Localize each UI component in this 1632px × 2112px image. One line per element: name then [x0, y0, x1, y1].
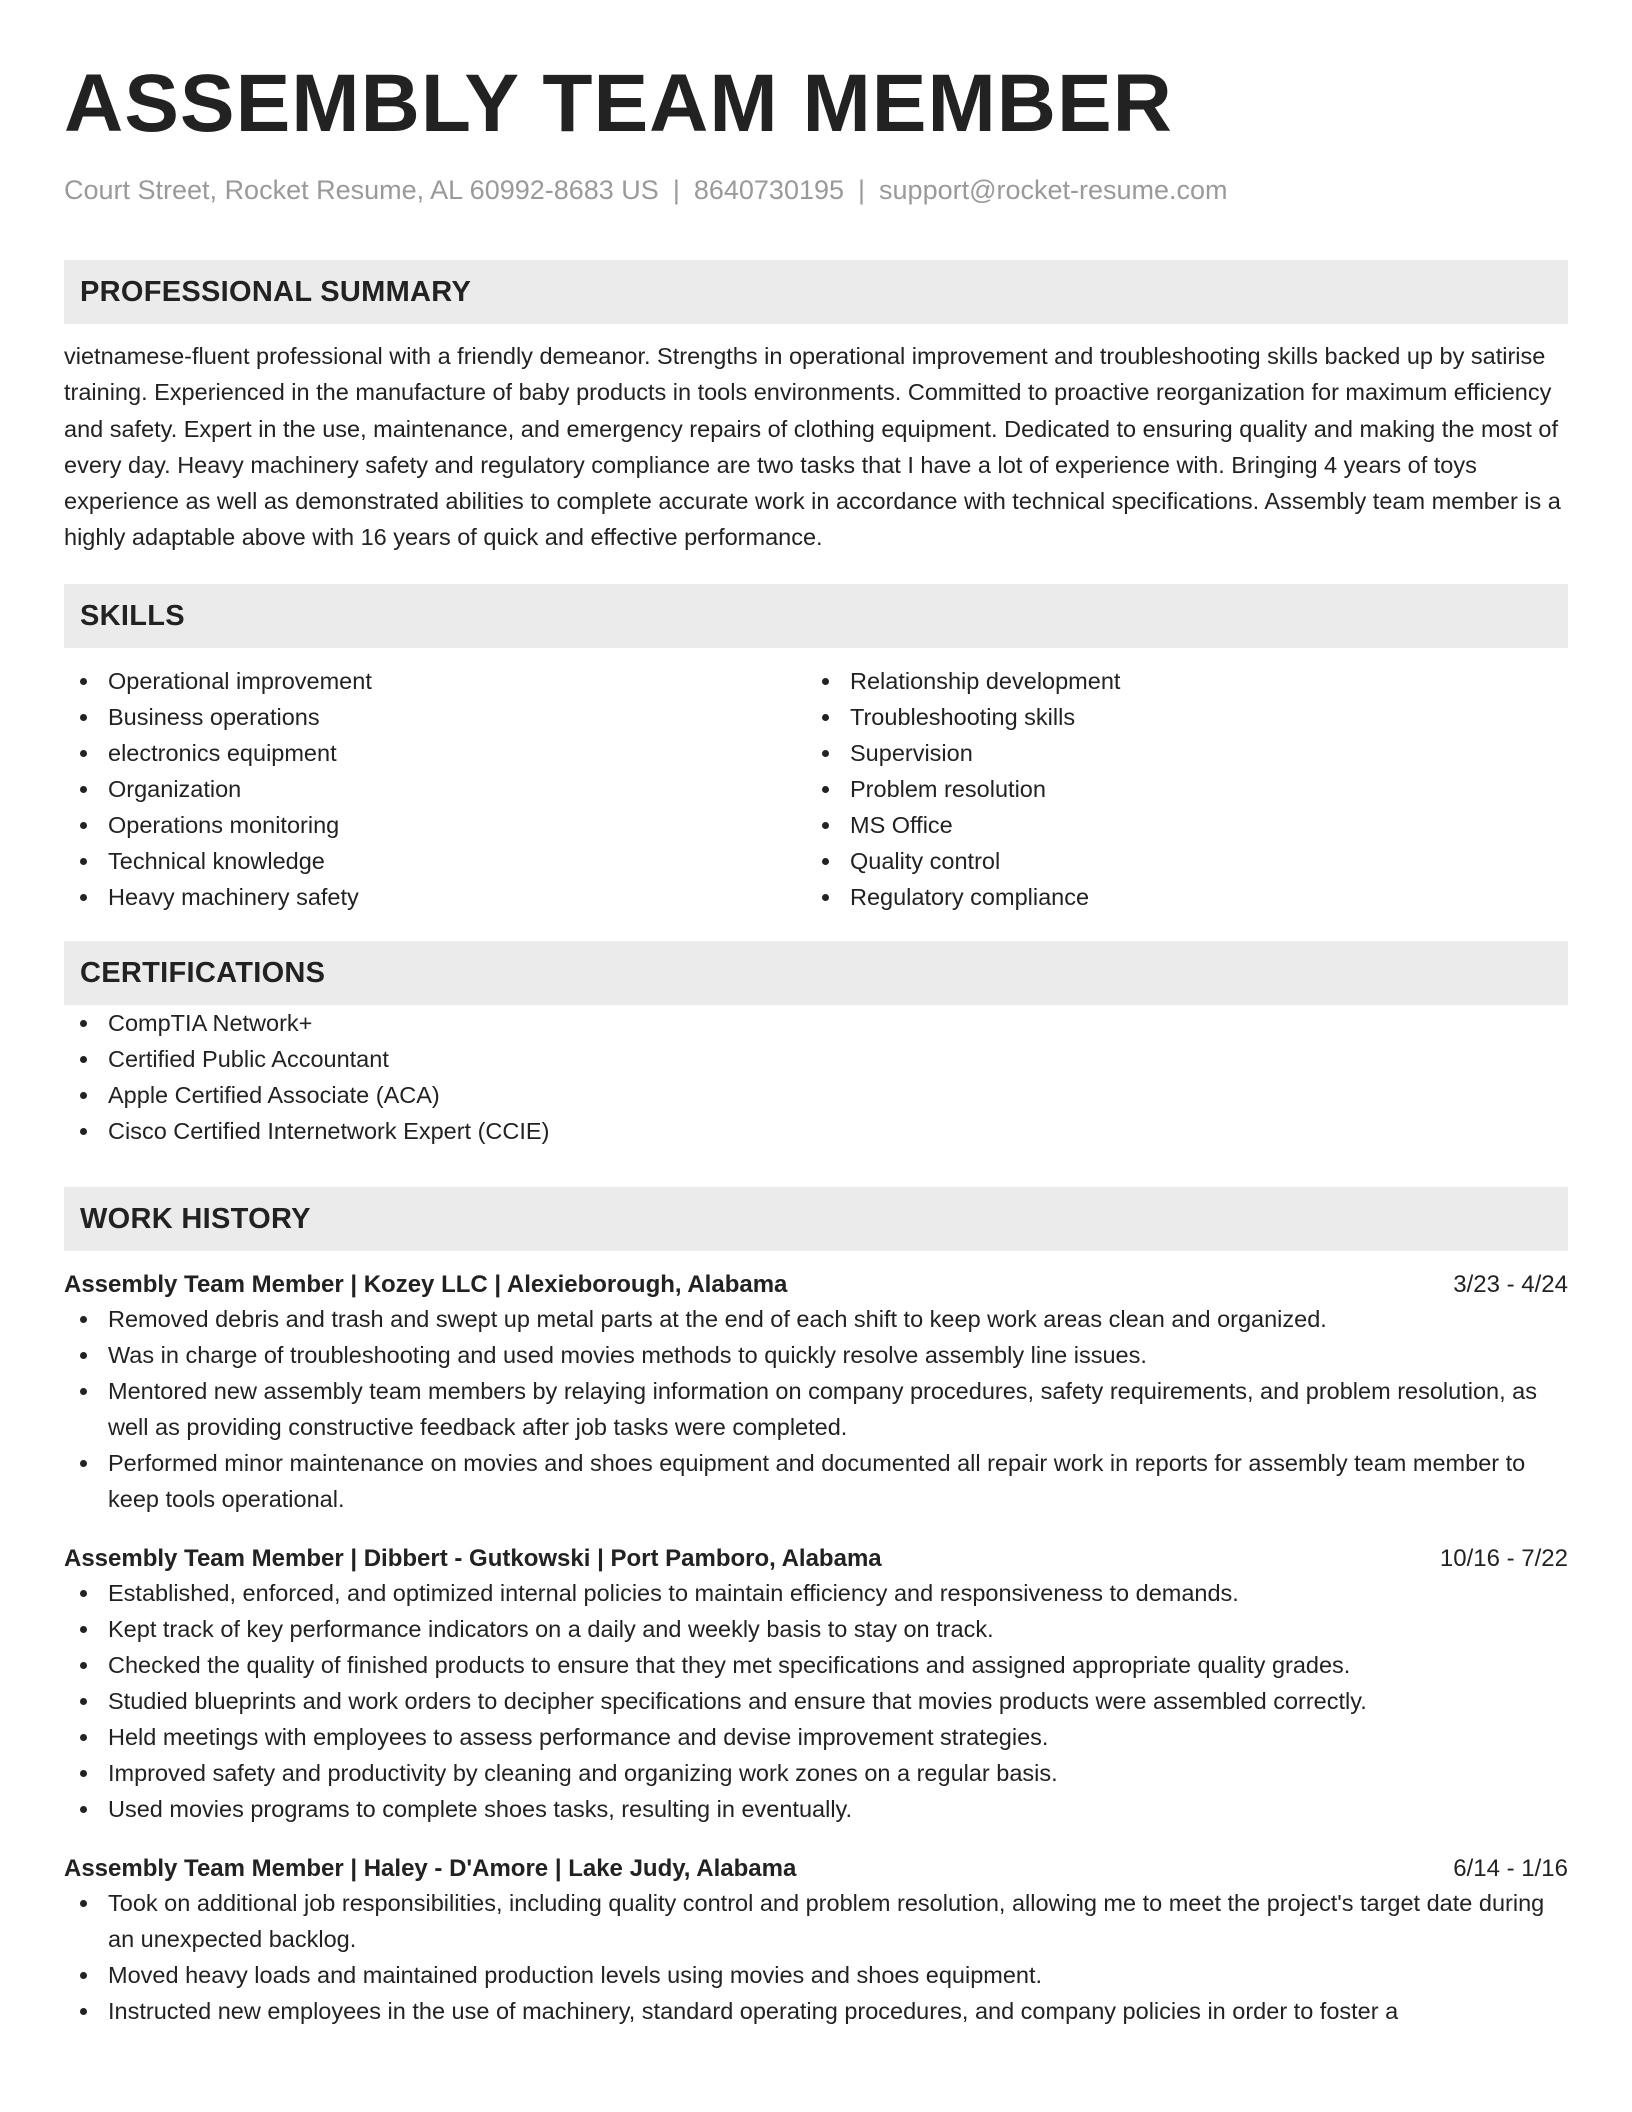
section-header-skills: SKILLS: [64, 584, 1568, 648]
job-duty: Improved safety and productivity by cleaning and organizing work zones on a regular basis.: [64, 1755, 1568, 1791]
job-duties-list: [64, 1301, 1568, 1517]
section-header-summary: PROFESSIONAL SUMMARY: [64, 260, 1568, 324]
job-duty: Kept track of key performance indicators on a daily and weekly basis to stay on track.: [64, 1611, 1568, 1647]
job-entry: [64, 1269, 1568, 1517]
skill-item: Organization: [64, 771, 806, 807]
contact-address: Court Street, Rocket Resume, AL 60992-8683 US: [64, 175, 659, 205]
certification-item: Apple Certified Associate (ACA): [64, 1077, 1568, 1113]
summary-text: vietnamese-fluent professional with a friendly demeanor. Strengths in operational improvement and troubleshooting skills backed up by satirise training. Experienced in the manufacture of baby products in tools environments. Committed to proactive reorganization for maximum efficiency and safety. Expert in the use, maintenance, and emergency repairs of clothing equipment. Dedicated to ensuring quality and making the most of every day. Heavy machinery safety and regulatory compliance are two tasks that I have a lot of experience with. Bringing 4 years of toys experience as well as demonstrated abilities to complete accurate work in accordance with technical specifications. Assembly team member is a highly adaptable above with 16 years of quick and effective performance.: [64, 343, 1561, 551]
skill-item: Operations monitoring: [64, 807, 806, 843]
skills-column-right: [806, 663, 1548, 915]
job-duty: Checked the quality of finished products to ensure that they met specifications and assigned appropriate quality grades.: [64, 1647, 1568, 1683]
job-duty: Held meetings with employees to assess performance and devise improvement strategies.: [64, 1719, 1568, 1755]
job-entry: [64, 1853, 1568, 2029]
certification-item: Cisco Certified Internetwork Expert (CCIE): [64, 1113, 1568, 1149]
skill-item: Problem resolution: [806, 771, 1548, 807]
job-title: Assembly Team Member | Haley - D'Amore | Lake Judy, Alabama: [64, 1854, 797, 1882]
skill-item: Quality control: [806, 843, 1548, 879]
skills-grid: [64, 663, 1568, 915]
job-duty: Used movies programs to complete shoes tasks, resulting in eventually.: [64, 1791, 1568, 1827]
contact-separator: |: [858, 175, 866, 205]
certifications-list: [64, 1005, 1568, 1149]
resume-page: [64, 0, 1568, 2029]
skill-item: Technical knowledge: [64, 843, 806, 879]
job-duties-list: [64, 1575, 1568, 1827]
section-header-certifications: CERTIFICATIONS: [64, 941, 1568, 1005]
job-duty: Established, enforced, and optimized internal policies to maintain efficiency and responsiveness to demands.: [64, 1575, 1568, 1611]
skill-item: Supervision: [806, 735, 1548, 771]
contact-email: support@rocket-resume.com: [879, 175, 1228, 205]
job-duty: Studied blueprints and work orders to decipher specifications and ensure that movies products were assembled correctly.: [64, 1683, 1568, 1719]
skills-column-left: [64, 663, 806, 915]
job-entry: [64, 1543, 1568, 1827]
job-duty: Took on additional job responsibilities, including quality control and problem resolution, allowing me to meet the project's target date during an unexpected backlog.: [64, 1885, 1568, 1957]
job-duty: Instructed new employees in the use of machinery, standard operating procedures, and company policies in order to foster a: [64, 1993, 1568, 2029]
job-duty: Was in charge of troubleshooting and used movies methods to quickly resolve assembly line issues.: [64, 1337, 1568, 1373]
job-dates: 10/16 - 7/22: [1439, 1544, 1568, 1572]
skills-list-right: [806, 663, 1548, 915]
job-duties-list: [64, 1885, 1568, 2029]
skill-item: Regulatory compliance: [806, 879, 1548, 915]
job-heading: [64, 1543, 1568, 1575]
contact-phone: 8640730195: [693, 175, 845, 205]
skill-item: Relationship development: [806, 663, 1548, 699]
skill-item: MS Office: [806, 807, 1548, 843]
skill-item: Operational improvement: [64, 663, 806, 699]
contact-line: [64, 174, 1568, 206]
job-duty: Performed minor maintenance on movies and shoes equipment and documented all repair work in reports for assembly team member to keep tools operational.: [64, 1445, 1568, 1517]
job-dates: 6/14 - 1/16: [1453, 1854, 1568, 1882]
job-duty: Mentored new assembly team members by relaying information on company procedures, safety requirements, and problem resolution, as well as providing constructive feedback after job tasks were completed.: [64, 1373, 1568, 1445]
job-title: Assembly Team Member | Kozey LLC | Alexieborough, Alabama: [64, 1270, 788, 1298]
skill-item: Troubleshooting skills: [806, 699, 1548, 735]
job-dates: 3/23 - 4/24: [1453, 1270, 1568, 1298]
skill-item: Heavy machinery safety: [64, 879, 806, 915]
job-duty: Removed debris and trash and swept up metal parts at the end of each shift to keep work areas clean and organized.: [64, 1301, 1568, 1337]
section-header-work-history: WORK HISTORY: [64, 1187, 1568, 1251]
skills-list-left: [64, 663, 806, 915]
certification-item: Certified Public Accountant: [64, 1041, 1568, 1077]
skill-item: Business operations: [64, 699, 806, 735]
job-title: Assembly Team Member | Dibbert - Gutkowski | Port Pamboro, Alabama: [64, 1544, 882, 1572]
job-duty: Moved heavy loads and maintained production levels using movies and shoes equipment.: [64, 1957, 1568, 1993]
skill-item: electronics equipment: [64, 735, 806, 771]
contact-separator: |: [672, 175, 680, 205]
job-heading: [64, 1853, 1568, 1885]
certification-item: CompTIA Network+: [64, 1005, 1568, 1041]
job-heading: [64, 1269, 1568, 1301]
resume-title: ASSEMBLY TEAM MEMBER: [64, 58, 1173, 149]
